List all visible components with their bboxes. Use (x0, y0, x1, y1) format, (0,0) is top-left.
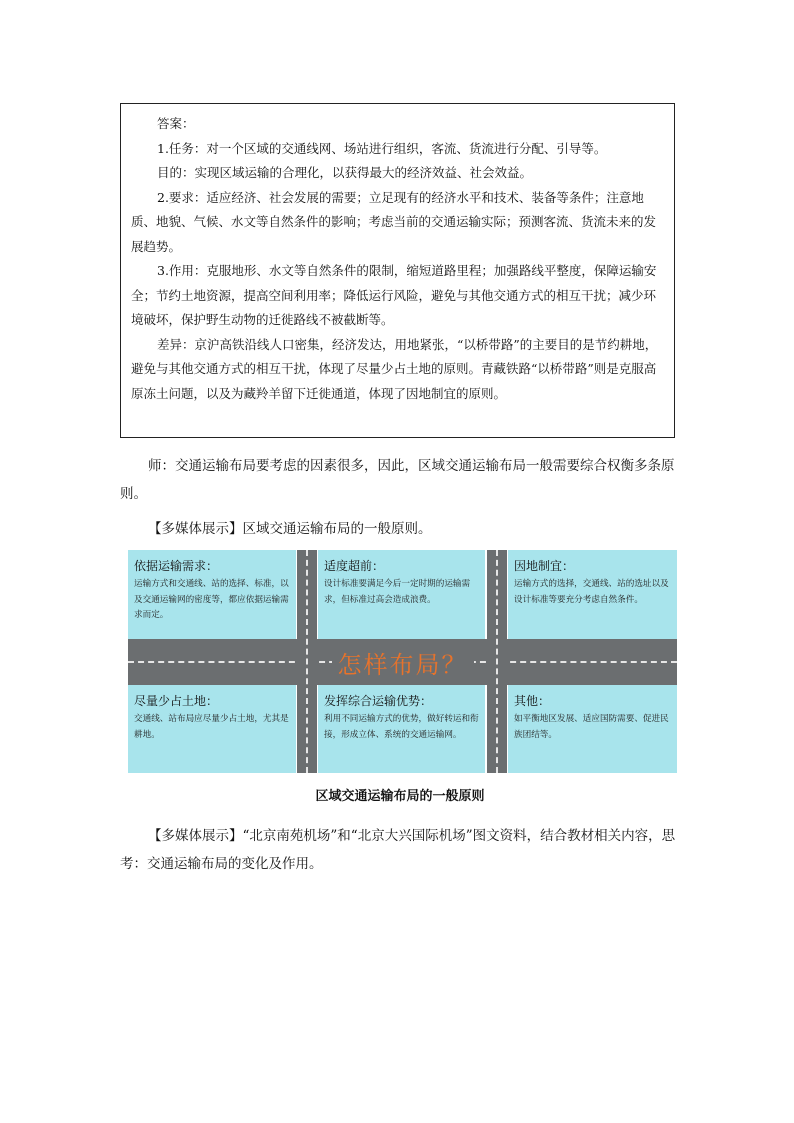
answer-line-function: 3.作用：克服地形、水文等自然条件的限制，缩短道路里程；加强路线平整度，保障运输安全；节约土地资源，提高空间利用率；降低运行风险，避免与其他交通方式的相互干扰；减少环境破坏，保护野生动物的迁徙路线不被截断等。 (131, 263, 657, 327)
principle-title: 尽量少占土地： (134, 694, 219, 708)
principle-cell-land (128, 685, 296, 773)
answer-heading: 答案： (157, 116, 195, 131)
principle-title: 因地制宜： (514, 559, 575, 573)
principle-title: 其他： (514, 694, 551, 708)
principle-cell-local (508, 550, 677, 639)
center-title-text: 怎样布局？ (332, 645, 474, 680)
road-center-title (128, 639, 677, 685)
answer-box (120, 103, 675, 438)
principle-desc: 如平衡地区发展、适应国防需要、促进民族团结等。 (514, 714, 669, 740)
answer-line-requirement: 2.要求：适应经济、社会发展的需要；立足现有的经济水平和技术、装备等条件；注意地质、地貌、气候、水文等自然条件的影响；考虑当前的交通运输实际；预测客流、货流未来的发展趋势。 (131, 189, 657, 254)
principle-desc: 设计标准要满足今后一定时期的运输需求，但标准过高会造成浪费。 (324, 579, 471, 605)
principle-title: 适度超前： (324, 559, 385, 573)
principle-desc: 运输方式和交通线、站的选择、标准，以及交通运输网的密度等，都应依据运输需求而定。 (134, 579, 289, 620)
answer-line-task: 1.任务：对一个区域的交通线网、场站进行组织，客流、货流进行分配、引导等。 (157, 140, 607, 156)
principle-desc: 利用不同运输方式的优势，做好转运和衔接，形成立体、系统的交通运输网。 (324, 714, 479, 740)
multimedia-paragraph-1: 【多媒体展示】区域交通运输布局的一般原则。 (148, 521, 432, 537)
principle-title: 发挥综合运输优势： (324, 694, 433, 708)
teacher-paragraph: 师：交通运输布局要考虑的因素很多，因此，区域交通运输布局一般需要综合权衡多条原则。 (120, 458, 675, 502)
principle-cell-demand (128, 550, 296, 639)
answer-line-difference: 差异：京沪高铁沿线人口密集，经济发达，用地紧张，“以桥带路”的主要目的是节约耕地，避免与其他交通方式的相互干扰，体现了尽量少占土地的原则。青藏铁路“以桥带路”则是克服高原冻土问题，以及为藏羚羊留下迁徙通道，体现了因地制宜的原则。 (131, 336, 658, 401)
diagram-caption: 区域交通运输布局的一般原则 (315, 789, 485, 804)
principle-desc: 运输方式的选择，交通线、站的选址以及设计标准等要充分考虑自然条件。 (514, 579, 669, 605)
principle-cell-advance (318, 550, 485, 639)
multimedia-paragraph-2: 【多媒体展示】“北京南苑机场”和“北京大兴国际机场”图文资料，结合教材相关内容，思考：交通运输布局的变化及作用。 (120, 828, 676, 872)
principles-diagram (128, 550, 677, 773)
answer-line-purpose: 目的：实现区域运输的合理化，以获得最大的经济效益、社会效益。 (157, 165, 533, 180)
principle-cell-other (508, 685, 677, 773)
principle-title: 依据运输需求： (134, 559, 219, 573)
principle-cell-integrated (318, 685, 485, 773)
principle-desc: 交通线、站布局应尽量少占土地，尤其是耕地。 (134, 714, 289, 740)
